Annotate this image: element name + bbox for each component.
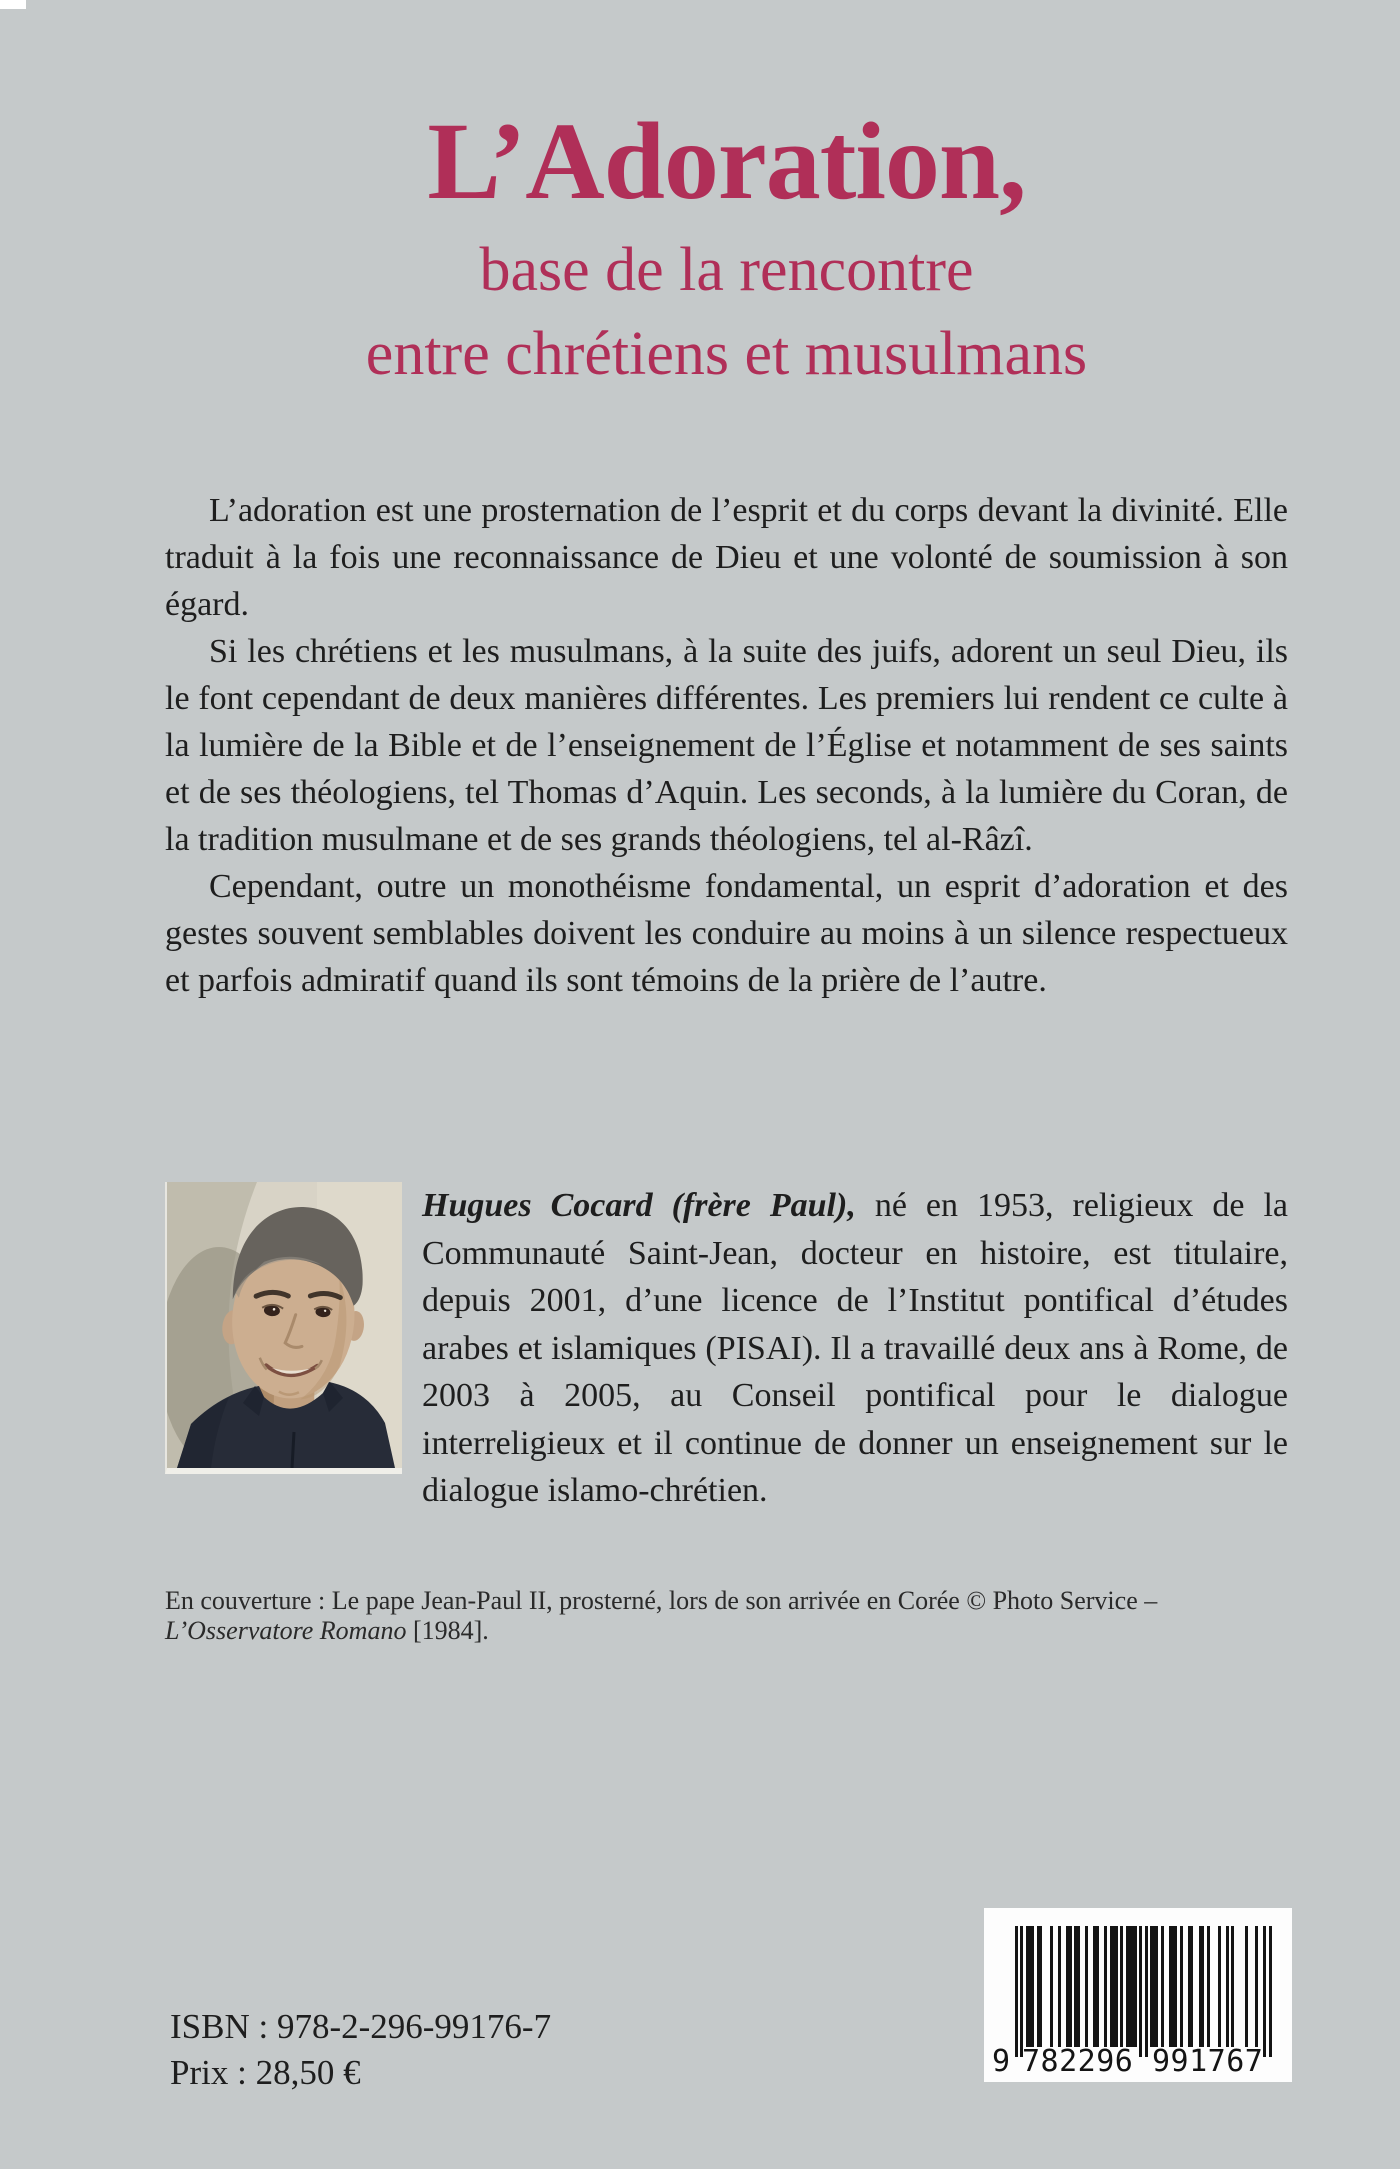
- barcode-digits: [984, 2044, 1292, 2078]
- author-photo: [165, 1182, 402, 1474]
- isbn-text: ISBN : 978-2-296-99176-7: [170, 2007, 552, 2046]
- barcode-digit-first: 9: [992, 2044, 1011, 2079]
- title-block: [165, 100, 1288, 396]
- book-title: L’Adoration,: [427, 100, 1026, 222]
- barcode-bars: [1015, 1926, 1272, 2057]
- synopsis-paragraph-1: L’adoration est une prosternation de l’esprit et du corps devant la divinité. Elle traduit à la fois une reconnaissance de Dieu et une volonté de soumission à son égard.: [165, 492, 1288, 623]
- credit-publication: L’Osservatore Romano: [165, 1616, 407, 1645]
- author-portrait-illustration: [167, 1182, 402, 1468]
- cover-photo-credit: [165, 1586, 1300, 1646]
- synopsis-paragraph-2: Si les chrétiens et les musulmans, à la suite des juifs, adorent un seul Dieu, ils le font cependant de deux manières différentes. Les premiers lui rendent ce culte à la lumière de la Bible et de l’enseignement de l’Église et notamment de ses saints et de ses théologiens, tel Thomas d’Aquin. Les seconds, à la lumière du Coran, de la tradition musulmane et de ses grands théologiens, tel al-Râzî.: [165, 633, 1288, 858]
- price-text: Prix : 28,50 €: [170, 2053, 361, 2092]
- subtitle-line-1: base de la rencontre: [479, 236, 974, 304]
- purchase-info: [170, 2004, 551, 2096]
- credit-text: En couverture : Le pape Jean-Paul II, prosterné, lors de son arrivée en Corée © Photo Service –: [165, 1586, 1158, 1615]
- author-bio-block: [165, 1182, 1288, 1515]
- scan-artifact: [0, 0, 26, 9]
- barcode-digit-group2: 991767: [1152, 2044, 1264, 2079]
- author-bio-text: né en 1953, religieux de la Communauté Saint-Jean, docteur en histoire, est titulaire, depuis 2001, d’une licence de l’Institut pontifical d’études arabes et islamiques (PISAI). Il a travaillé deux ans à Rome, de 2003 à 2005, au Conseil pontifical pour le dialogue interreligieux et il continue de donner un enseignement sur le dialogue islamo-chrétien.: [422, 1187, 1288, 1509]
- subtitle-line-2: entre chrétiens et musulmans: [365, 320, 1088, 388]
- author-name: Hugues Cocard (frère Paul),: [422, 1187, 856, 1224]
- synopsis-paragraph-3: Cependant, outre un monothéisme fondamental, un esprit d’adoration et des gestes souvent semblables doivent les conduire au moins à un silence respectueux et parfois admiratif quand ils sont témoins de la prière de l’autre.: [165, 868, 1288, 999]
- barcode: [984, 1908, 1292, 2082]
- barcode-digit-group1: 782296: [1022, 2044, 1134, 2079]
- credit-year: [1984].: [406, 1616, 489, 1645]
- synopsis: [165, 487, 1288, 1004]
- book-subtitle: [165, 228, 1288, 396]
